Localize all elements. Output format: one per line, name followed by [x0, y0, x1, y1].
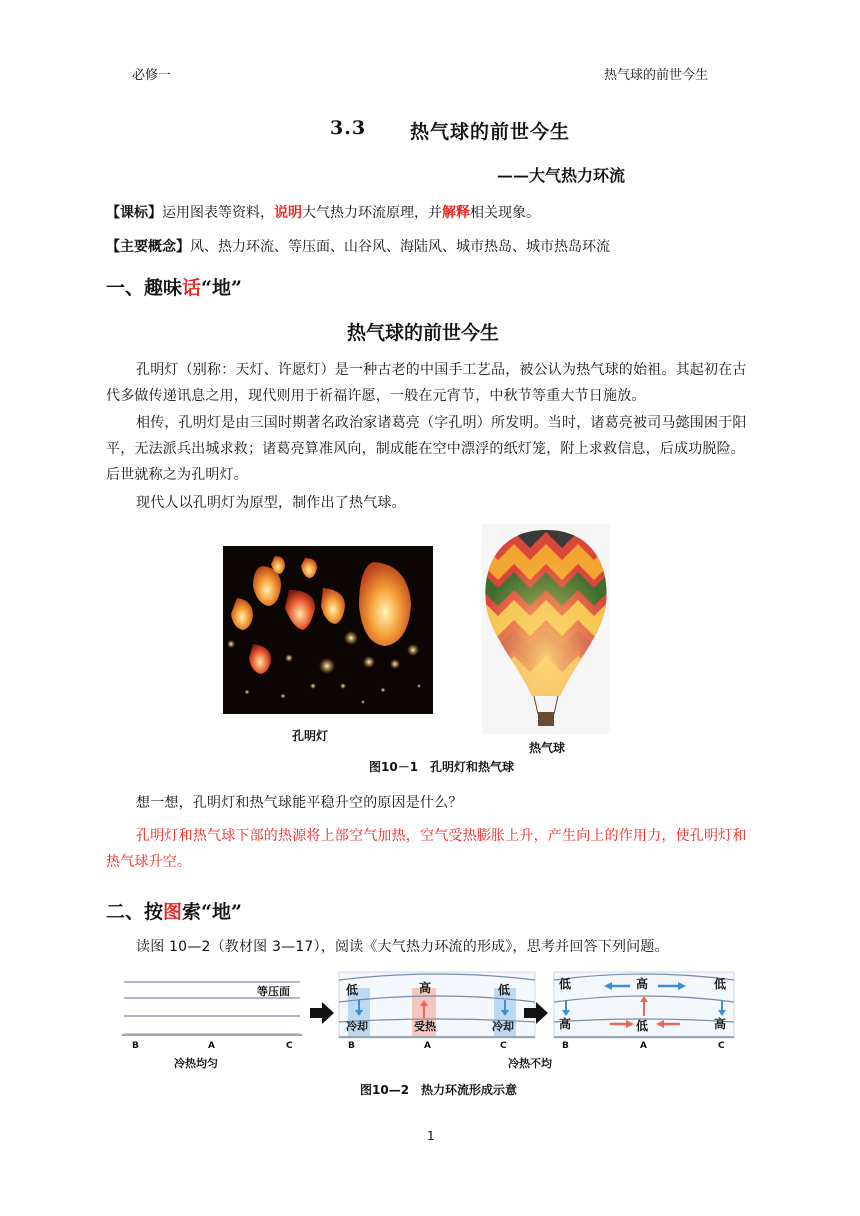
p3-a: A: [640, 1041, 647, 1051]
panel-uniform: [122, 982, 302, 1070]
p2-heat: 受热: [414, 1020, 436, 1033]
concepts-tag: 【主要概念】: [106, 239, 190, 255]
curriculum-text-1: 运用图表等资料，: [162, 205, 274, 221]
p3-b: B: [562, 1041, 569, 1051]
curriculum-text-2: 大气热力环流原理，并: [302, 205, 442, 221]
thermal-circulation-diagram: [122, 966, 736, 1076]
figure-10-1-caption: 图10－1 孔明灯和热气球: [369, 760, 515, 774]
reading-instruction: 读图 10—2（教材图 3—17），阅读《大气热力环流的形成》，思考并回答下列问题。: [136, 939, 669, 955]
figure-10-2-caption: 图10—2 热力环流形成示意: [360, 1083, 518, 1097]
question-text: 想一想，孔明灯和热气球能平稳升空的原因是什么？: [136, 795, 463, 811]
p2-low-left: 低: [346, 983, 359, 997]
p1-a: A: [208, 1041, 215, 1051]
hot-air-balloon-photo: [482, 524, 610, 734]
section-2-post: 索“地”: [182, 901, 242, 923]
kongming-lantern-photo: [223, 546, 433, 714]
curriculum-key-1: 说明: [274, 205, 302, 221]
story-paragraph-2: 相传，孔明灯是由三国时期著名政治家诸葛亮（字孔明）所发明。当时，诸葛亮被司马懿围困于阳平，无法派兵出城求救；诸葛亮算准风向，制成能在空中漂浮的纸灯笼，附上求救信息，后成功脱险。后世就称之为孔明灯。: [106, 415, 747, 483]
p2-high-mid: 高: [419, 981, 432, 995]
curriculum-key-2: 解释: [442, 205, 470, 221]
p3-high-right: 高: [714, 1017, 727, 1031]
story-paragraph-1: 孔明灯（别称：天灯、许愿灯）是一种古老的中国手工艺品，被公认为热气球的始祖。其起初在古代多做传递讯息之用，现代则用于祈福许愿，一般在元宵节，中秋节等重大节日施放。: [106, 362, 747, 404]
story-paragraph-3: 现代人以孔明灯为原型，制作出了热气球。: [136, 495, 406, 511]
section-1-heading: [106, 273, 242, 300]
p3-c: C: [718, 1041, 725, 1051]
p3-low-mid: 低: [636, 1019, 649, 1033]
p2-b: B: [348, 1041, 355, 1051]
p1-b: B: [132, 1041, 139, 1051]
curriculum-standard: [106, 202, 540, 222]
arrow-right-icon: [310, 1002, 334, 1024]
header-right: 热气球的前世今生: [604, 68, 709, 83]
page-number: 1: [427, 1129, 435, 1143]
curriculum-tag: 【课标】: [106, 205, 162, 221]
section-1-red: 话: [182, 277, 202, 299]
p2-cold-left: 冷却: [346, 1020, 368, 1033]
p1-c: C: [286, 1041, 293, 1051]
panel-uneven: [339, 972, 553, 1070]
page-subtitle: ——大气热力环流: [497, 166, 626, 185]
main-concepts: [106, 236, 610, 256]
balloon-label: 热气球: [529, 741, 566, 755]
answer-text: 孔明灯和热气球下部的热源将上部空气加热，空气受热膨胀上升，产生向上的作用力，使孔明灯和热气球升空。: [106, 828, 747, 870]
p3-high-left: 高: [559, 1017, 572, 1031]
section-2-heading: [106, 897, 242, 924]
section-1-pre: 一、趣味: [106, 277, 183, 299]
p2-a: A: [424, 1041, 431, 1051]
panel-circulation: [554, 972, 734, 1051]
title-number: 3.3: [330, 117, 367, 139]
section-2-pre: 二、按: [106, 901, 164, 923]
p2-c: C: [500, 1041, 507, 1051]
section-2-red: 图: [163, 901, 183, 923]
p2-low-right: 低: [498, 983, 511, 997]
p3-low-left: 低: [559, 977, 572, 991]
p1-caption: 冷热均匀: [174, 1057, 218, 1070]
p2-cold-right: 冷却: [492, 1020, 514, 1033]
section-1-post: “地”: [201, 277, 242, 299]
story-title: 热气球的前世今生: [347, 322, 500, 344]
page-title: 热气球的前世今生: [410, 121, 571, 143]
isobar-label: 等压面: [257, 985, 290, 998]
p2-caption: 冷热不均: [508, 1057, 552, 1070]
concepts-text: 风、热力环流、等压面、山谷风、海陆风、城市热岛、城市热岛环流: [190, 239, 610, 255]
p3-low-right: 低: [714, 977, 727, 991]
kongming-label: 孔明灯: [292, 729, 329, 743]
p3-high-mid: 高: [636, 977, 649, 991]
header-left: 必修一: [132, 68, 172, 83]
curriculum-text-3: 相关现象。: [470, 205, 540, 221]
